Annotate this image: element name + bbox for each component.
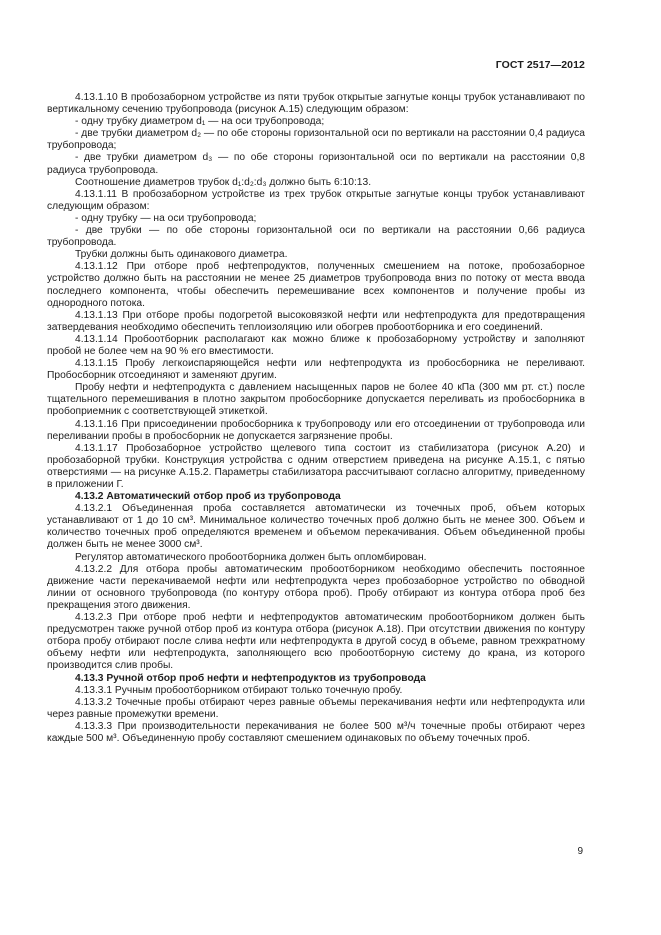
- list-item: - одну трубку диаметром d₁ — на оси трубопровода;: [75, 116, 325, 128]
- paragraph: 4.13.1.17 Пробозаборное устройство щелевого типа состоит из стабилизатора (рисунок А.20) и пробозаборной трубки. Конструкция устройства с одним отверстием приведена на рисунке А.15.1, с пятью отверстиями — на рисунке А.15.2. Параметры стабилизатора рассчитывают согласно алгоритму, приведенному в приложении Г.: [47, 442, 585, 490]
- paragraph: 4.13.1.16 При присоединении пробосборника к трубопроводу или его отсоединении от трубопровода или переливании пробы в пробосборник не допускается загрязнение пробы.: [47, 418, 585, 442]
- paragraph: 4.13.1.13 При отборе пробы подогретой высоковязкой нефти или нефтепродукта для предотвращения затвердевания необходимо обеспечить теплоизоляцию или обогрев пробоотборника и его соединений.: [47, 309, 585, 333]
- document-code-header: ГОСТ 2517—2012: [495, 59, 585, 71]
- paragraph: 4.13.2.2 Для отбора пробы автоматическим пробоотборником необходимо обеспечить постоянное движение части перекачиваемой нефти или нефтепродукта через пробозаборное устройство по обводной линии от основного трубопровода (по контуру отбора проб). Пробу отбирают из контура отбора проб без прекращения этого движения.: [47, 563, 585, 611]
- paragraph: 4.13.1.10 В пробозаборном устройстве из пяти трубок открытые загнутые концы трубок устанавливают по вертикальному сечению трубопровода (рисунок А.15) следующим образом:: [47, 92, 585, 116]
- page-number: 9: [577, 846, 583, 857]
- list-item: - две трубки — по обе стороны горизонтальной оси по вертикали на расстоянии 0,66 радиуса трубопровода.: [47, 225, 585, 249]
- document-body: [47, 92, 585, 745]
- paragraph: 4.13.3.2 Точечные пробы отбирают через равные объемы перекачивания нефти или нефтепродукта или через равные промежутки времени.: [47, 696, 585, 720]
- paragraph: Трубки должны быть одинакового диаметра.: [75, 249, 288, 261]
- paragraph: 4.13.2.1 Объединенная проба составляется автоматически из точечных проб, объем которых устанавливают от 1 до 10 см³. Минимальное количество точечных проб должно быть не менее 300. Объем и количество точечных проб определяются временем и объемом перекачивания. Объем объединенной пробы должен быть не менее 3000 см³.: [47, 503, 585, 551]
- section-heading: 4.13.2 Автоматический отбор проб из трубопровода: [75, 491, 341, 503]
- paragraph: Регулятор автоматического пробоотборника должен быть опломбирован.: [75, 551, 427, 563]
- paragraph: 4.13.3.3 При производительности перекачивания не более 500 м³/ч точечные пробы отбирают через каждые 500 м³. Объединенную пробу составляют смешением одинаковых по объему точечных проб.: [47, 720, 585, 744]
- paragraph: Пробу нефти и нефтепродукта с давлением насыщенных паров не более 40 кПа (300 мм рт. ст.) после тщательного перемешивания в плотно закрытом пробосборнике допускается переливать из пробосборника в пробоприемник с соответствующей этикеткой.: [47, 382, 585, 418]
- paragraph: 4.13.1.14 Пробоотборник располагают как можно ближе к пробозаборному устройству и заполняют пробой не более чем на 90 % его вместимости.: [47, 333, 585, 357]
- paragraph: 4.13.2.3 При отборе проб нефти и нефтепродуктов автоматическим пробоотборником должен быть предусмотрен также ручной отбор проб из контура отбора (рисунок А.18). При отсутствии движения по контуру отбора пробу отбирают после слива нефти или нефтепродукта в другой сосуд в объеме, равном трехкратному объему нефти или нефтепродукта, заполняющего всю пробоотборную систему до крана, из которого производится слив пробы.: [47, 612, 585, 672]
- paragraph: 4.13.1.12 При отборе проб нефтепродуктов, полученных смешением на потоке, пробозаборное устройство должно быть на расстоянии не менее 25 диаметров трубопровода вниз по потоку от места ввода последнего компонента, чтобы обеспечить перемешивание всех компонентов и получение пробы из однородного потока.: [47, 261, 585, 309]
- paragraph: Соотношение диаметров трубок d₁:d₂:d₃ должно быть 6:10:13.: [75, 176, 372, 188]
- paragraph: 4.13.1.11 В пробозаборном устройстве из трех трубок открытые загнутые концы трубок устанавливают следующим образом:: [47, 188, 585, 212]
- section-heading: 4.13.3 Ручной отбор проб нефти и нефтепродуктов из трубопровода: [75, 672, 426, 684]
- list-item: - одну трубку — на оси трубопровода;: [75, 212, 257, 224]
- list-item: - две трубки диаметром d₃ — по обе стороны горизонтальной оси по вертикали на расстоянии 0,8 радиуса трубопровода.: [47, 152, 585, 176]
- paragraph: 4.13.1.15 Пробу легкоиспаряющейся нефти или нефтепродукта из пробосборника не переливают. Пробосборник отсоединяют и заменяют другим.: [47, 358, 585, 382]
- list-item: - две трубки диаметром d₂ — по обе стороны горизонтальной оси по вертикали на расстоянии 0,4 радиуса трубопровода;: [47, 128, 585, 152]
- paragraph: 4.13.3.1 Ручным пробоотборником отбирают только точечную пробу.: [75, 684, 403, 696]
